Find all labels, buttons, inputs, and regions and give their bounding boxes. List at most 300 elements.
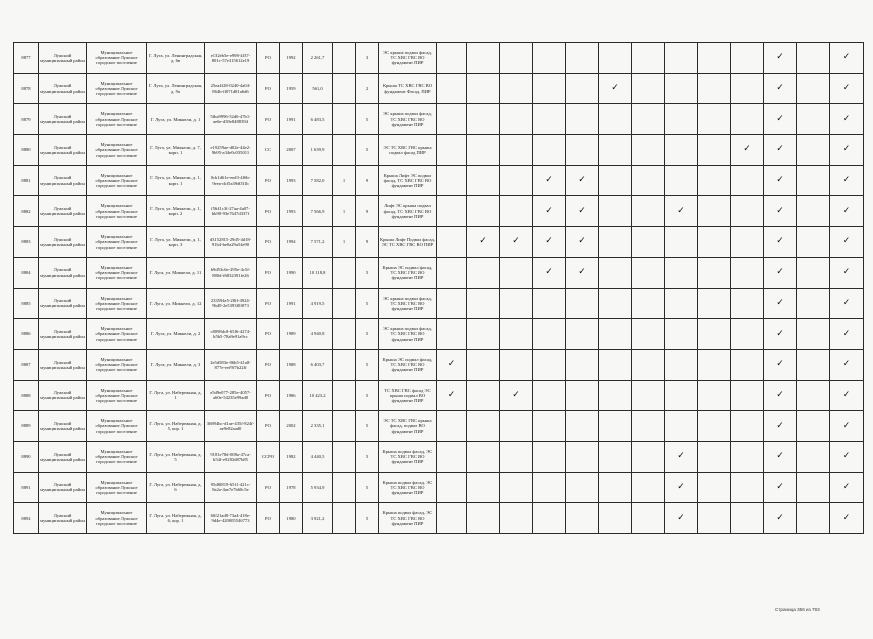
check-cell	[566, 349, 599, 380]
check-cell	[437, 257, 467, 288]
check-cell	[731, 319, 764, 350]
cell-type: ССРО	[257, 441, 280, 472]
check-cell	[437, 227, 467, 258]
check-cell	[437, 503, 467, 534]
check-cell	[533, 319, 566, 350]
check-cell	[764, 441, 797, 472]
check-cell	[437, 288, 467, 319]
check-icon: ✓	[842, 359, 851, 370]
cell-address: Г. Луга, ул. Миккели, д. 1, корп. 1	[147, 165, 205, 196]
cell-no: 8891	[14, 472, 39, 503]
check-cell	[437, 196, 467, 227]
check-cell	[665, 503, 698, 534]
check-icon: ✓	[578, 205, 586, 216]
cell-area: 1 639,9	[303, 135, 333, 166]
cell-no: 8889	[14, 411, 39, 442]
check-cell	[830, 135, 864, 166]
cell-settlement: Муниципальное образование Лужское городское поселение	[87, 196, 147, 227]
check-cell	[500, 196, 533, 227]
check-cell	[467, 135, 500, 166]
cell-c2: 5	[356, 411, 379, 442]
cell-settlement: Муниципальное образование Лужское городское поселение	[87, 165, 147, 196]
check-cell	[566, 43, 599, 74]
table-row	[14, 503, 864, 534]
check-cell	[731, 472, 764, 503]
cell-c2: 5	[356, 104, 379, 135]
check-cell	[797, 349, 830, 380]
check-cell	[599, 380, 632, 411]
cell-area: 10 423,2	[303, 380, 333, 411]
check-cell	[599, 319, 632, 350]
cell-guid: 0cb1d61e-eed3-4f6b-9eea-dcf5a39d031b	[205, 165, 257, 196]
check-cell	[467, 411, 500, 442]
check-icon: ✓	[447, 389, 456, 400]
check-icon: ✓	[842, 175, 851, 186]
table-row	[14, 288, 864, 319]
check-cell	[764, 165, 797, 196]
check-cell	[731, 43, 764, 74]
check-cell	[698, 135, 731, 166]
cell-district: Лужский муниципальный район	[39, 288, 87, 319]
check-icon: ✓	[842, 420, 851, 431]
check-cell	[467, 196, 500, 227]
cell-year: 1986	[280, 380, 303, 411]
check-icon: ✓	[842, 451, 851, 462]
check-cell	[500, 411, 533, 442]
cell-c1: 1	[333, 196, 356, 227]
check-cell	[665, 165, 698, 196]
check-cell	[533, 135, 566, 166]
check-icon: ✓	[776, 389, 784, 400]
check-cell	[533, 196, 566, 227]
check-cell	[797, 380, 830, 411]
check-cell	[566, 380, 599, 411]
check-cell	[797, 43, 830, 74]
cell-district: Лужский муниципальный район	[39, 380, 87, 411]
cell-works: Крыша подвал фасад, ЭС ТС ХВС ГВС ВО фундамент ПИР	[379, 503, 437, 534]
cell-year: 1990	[280, 257, 303, 288]
cell-type: РО	[257, 380, 280, 411]
check-cell	[665, 73, 698, 104]
check-cell	[533, 43, 566, 74]
check-cell	[698, 472, 731, 503]
check-cell	[437, 349, 467, 380]
table-row	[14, 227, 864, 258]
cell-settlement: Муниципальное образование Лужское городское поселение	[87, 135, 147, 166]
cell-address: Г. Луга, ул. Миккели, д. 12	[147, 288, 205, 319]
check-icon: ✓	[611, 83, 619, 94]
cell-type: РО	[257, 288, 280, 319]
cell-works: ЭС ТС ХВС ГВС крыша подвал фасад ПИР	[379, 135, 437, 166]
check-cell	[764, 349, 797, 380]
check-cell	[566, 135, 599, 166]
check-icon: ✓	[545, 267, 553, 278]
check-cell	[437, 135, 467, 166]
check-cell	[632, 472, 665, 503]
cell-year: 1994	[280, 227, 303, 258]
check-cell	[467, 73, 500, 104]
check-cell	[599, 411, 632, 442]
cell-area: 2 261,7	[303, 43, 333, 74]
check-icon: ✓	[776, 113, 784, 124]
check-cell	[797, 411, 830, 442]
cell-c1	[333, 503, 356, 534]
check-icon: ✓	[512, 236, 520, 247]
cell-c2: 5	[356, 257, 379, 288]
cell-no: 8892	[14, 503, 39, 534]
check-cell	[500, 135, 533, 166]
cell-district: Лужский муниципальный район	[39, 257, 87, 288]
check-cell	[698, 319, 731, 350]
cell-no: 8877	[14, 43, 39, 74]
check-icon: ✓	[776, 144, 784, 155]
cell-guid: d3152815-29d5-4d18-91b4-be0a29a54e90	[205, 227, 257, 258]
cell-year: 1959	[280, 73, 303, 104]
cell-c1	[333, 257, 356, 288]
check-cell	[698, 73, 731, 104]
check-cell	[533, 257, 566, 288]
cell-settlement: Муниципальное образование Лужское городское поселение	[87, 227, 147, 258]
check-cell	[467, 257, 500, 288]
cell-year: 2002	[280, 411, 303, 442]
cell-settlement: Муниципальное образование Лужское городское поселение	[87, 411, 147, 442]
check-icon: ✓	[677, 451, 685, 462]
cell-no: 8884	[14, 257, 39, 288]
check-cell	[764, 503, 797, 534]
cell-district: Лужский муниципальный район	[39, 411, 87, 442]
check-cell	[599, 441, 632, 472]
cell-guid: 95d8f819-65f1-421c-8a2a-4ae7e7b60c5e	[205, 472, 257, 503]
check-cell	[599, 165, 632, 196]
check-cell	[665, 227, 698, 258]
cell-address: Г. Луга, ул. Миккели, д. 1, корп. 3	[147, 227, 205, 258]
check-icon: ✓	[776, 236, 784, 247]
cell-type: РО	[257, 503, 280, 534]
check-icon: ✓	[578, 236, 586, 247]
cell-guid: b9d53c6e-295e-4c5f-880d-f6832391fe26	[205, 257, 257, 288]
check-cell	[566, 441, 599, 472]
check-cell	[566, 319, 599, 350]
check-cell	[764, 319, 797, 350]
check-cell	[764, 380, 797, 411]
cell-area: 561,0	[303, 73, 333, 104]
cell-c2: 5	[356, 503, 379, 534]
check-cell	[467, 380, 500, 411]
cell-c1	[333, 43, 356, 74]
cell-settlement: Муниципальное образование Лужское городское поселение	[87, 441, 147, 472]
check-cell	[632, 441, 665, 472]
check-icon: ✓	[578, 175, 586, 186]
check-cell	[731, 227, 764, 258]
cell-address: Г. Луга, ул. Набережная, д. 1	[147, 380, 205, 411]
cell-type: РО	[257, 196, 280, 227]
cell-guid: 9181e78d-008a-47ca-b54f-e9283d87b85	[205, 441, 257, 472]
cell-area: 7 571,2	[303, 227, 333, 258]
check-cell	[797, 165, 830, 196]
check-cell	[566, 503, 599, 534]
check-cell	[797, 104, 830, 135]
check-cell	[632, 349, 665, 380]
check-icon: ✓	[776, 52, 784, 63]
table-row	[14, 257, 864, 288]
cell-c2: 2	[356, 73, 379, 104]
check-icon: ✓	[842, 297, 851, 308]
cell-works: Крыша ЭС подвал фасад, ТС ХВС ГВС ВО фундамент ПИР	[379, 349, 437, 380]
check-cell	[500, 227, 533, 258]
check-cell	[830, 104, 864, 135]
check-cell	[830, 380, 864, 411]
check-cell	[665, 43, 698, 74]
check-cell	[632, 165, 665, 196]
cell-guid: f5641c3f-27aa-4a07-bb90-93e7647d337f	[205, 196, 257, 227]
check-cell	[797, 319, 830, 350]
check-cell	[566, 411, 599, 442]
cell-address: Г. Луга, ул. Миккели, д. 2	[147, 319, 205, 350]
table-row	[14, 441, 864, 472]
cell-address: Г. Луга, ул. Миккели, д. 11	[147, 257, 205, 288]
cell-address: Г. Луга, ул. Миккели, д. 3	[147, 349, 205, 380]
cell-settlement: Муниципальное образование Лужское городское поселение	[87, 349, 147, 380]
check-cell	[764, 196, 797, 227]
cell-address: Г. Луга, ул. Ленинградская, д. 6в	[147, 43, 205, 74]
check-cell	[500, 349, 533, 380]
cell-district: Лужский муниципальный район	[39, 349, 87, 380]
cell-guid: 2e5d583e-06b5-41a8-877e-eef9f7b22ff	[205, 349, 257, 380]
cell-works: ЭС ТС ХВС ГВС крыша фасад, подвал ВО фундамент ПИР	[379, 411, 437, 442]
cell-no: 8878	[14, 73, 39, 104]
cell-address: Г. Луга, ул. Миккели, д. 1, корп. 2	[147, 196, 205, 227]
check-icon: ✓	[677, 512, 685, 523]
cell-year: 1991	[280, 288, 303, 319]
cell-works: Крыша Лифт ЭС подвал фасад, ТС ХВС ГВС ВО фундамент ПИР	[379, 165, 437, 196]
cell-type: РО	[257, 73, 280, 104]
cell-c1	[333, 380, 356, 411]
check-cell	[467, 43, 500, 74]
page-footer: Страница 356 из 793	[775, 607, 820, 612]
cell-address: Г. Луга, ул. Набережная, д. 5, кор. 1	[147, 411, 205, 442]
cell-works: ЭС крыша подвал фасад, ТС ХВС ГВС ВО фундамент ПИР	[379, 288, 437, 319]
check-cell	[665, 380, 698, 411]
check-cell	[731, 411, 764, 442]
check-cell	[698, 411, 731, 442]
cell-works: ЭС крыша подвал фасад, ТС ХВС ГВС ВО фундамент ПИР	[379, 104, 437, 135]
check-cell	[830, 288, 864, 319]
check-cell	[566, 472, 599, 503]
check-icon: ✓	[842, 512, 851, 523]
check-cell	[500, 472, 533, 503]
check-cell	[500, 380, 533, 411]
check-cell	[797, 227, 830, 258]
check-cell	[797, 257, 830, 288]
check-icon: ✓	[776, 451, 784, 462]
check-cell	[632, 227, 665, 258]
check-icon: ✓	[842, 83, 851, 94]
check-cell	[698, 227, 731, 258]
cell-year: 1993	[280, 165, 303, 196]
cell-guid: 36894bc-d1ae-435f-824f-ae9e82aad0	[205, 411, 257, 442]
check-icon: ✓	[545, 236, 553, 247]
cell-works: Крыша Лифт Подвал фасад, ЭС ТС ХВС ГВС ВО ПИР	[379, 227, 437, 258]
check-cell	[566, 104, 599, 135]
check-cell	[437, 104, 467, 135]
check-cell	[533, 472, 566, 503]
cell-year: 1989	[280, 319, 303, 350]
cell-guid: e19259ae-d02e-44e2-9b95-a34e0c035011	[205, 135, 257, 166]
cell-area: 7 566,9	[303, 196, 333, 227]
check-icon: ✓	[842, 481, 851, 492]
cell-no: 8887	[14, 349, 39, 380]
cell-works: ТС ХВС ГВС фасад ЭС крыша подвал ВО фундамент ПИР	[379, 380, 437, 411]
check-icon: ✓	[776, 83, 784, 94]
cell-area: 3 921,2	[303, 503, 333, 534]
check-cell	[437, 441, 467, 472]
cell-type: РО	[257, 165, 280, 196]
cell-no: 8885	[14, 288, 39, 319]
cell-year: 1978	[280, 472, 303, 503]
cell-no: 8883	[14, 227, 39, 258]
check-cell	[467, 227, 500, 258]
check-cell	[698, 503, 731, 534]
cell-c2: 5	[356, 288, 379, 319]
check-icon: ✓	[776, 481, 784, 492]
check-cell	[731, 288, 764, 319]
check-cell	[764, 411, 797, 442]
cell-address: Г. Луга, ул. Ленинградская, д. 9а	[147, 73, 205, 104]
cell-guid: 25ea4f28-0240-4a04-864b-ff071d81a6d6	[205, 73, 257, 104]
check-icon: ✓	[776, 297, 784, 308]
check-cell	[599, 73, 632, 104]
check-cell	[698, 165, 731, 196]
check-cell	[437, 73, 467, 104]
check-cell	[731, 196, 764, 227]
cell-c1	[333, 319, 356, 350]
check-cell	[632, 257, 665, 288]
cell-c2: 5	[356, 349, 379, 380]
check-cell	[467, 288, 500, 319]
table-row	[14, 319, 864, 350]
check-cell	[500, 503, 533, 534]
check-cell	[665, 257, 698, 288]
cell-district: Лужский муниципальный район	[39, 503, 87, 534]
check-icon: ✓	[776, 175, 784, 186]
cell-works: Крыша подвал фасад, ЭС ТС ХВС ГВС ВО фундамент ПИР	[379, 441, 437, 472]
check-cell	[665, 319, 698, 350]
cell-no: 8888	[14, 380, 39, 411]
check-cell	[797, 196, 830, 227]
check-cell	[566, 257, 599, 288]
check-cell	[731, 349, 764, 380]
check-cell	[830, 441, 864, 472]
check-cell	[500, 73, 533, 104]
check-cell	[500, 43, 533, 74]
cell-guid: 60f21ad8-73a4-418e-9d4e-420005546773	[205, 503, 257, 534]
check-cell	[830, 319, 864, 350]
check-cell	[467, 503, 500, 534]
check-cell	[632, 288, 665, 319]
check-cell	[500, 441, 533, 472]
check-cell	[665, 288, 698, 319]
check-icon: ✓	[578, 267, 586, 278]
cell-c1: 1	[333, 165, 356, 196]
cell-district: Лужский муниципальный район	[39, 165, 87, 196]
check-cell	[764, 73, 797, 104]
check-cell	[437, 472, 467, 503]
check-cell	[437, 165, 467, 196]
check-cell	[599, 288, 632, 319]
cell-works: Крыша подвал фасад, ЭС ТС ХВС ГВС ВО фундамент ПИР	[379, 472, 437, 503]
check-cell	[533, 411, 566, 442]
check-cell	[632, 104, 665, 135]
cell-address: Г. Луга, ул. Набережная, д. 6	[147, 472, 205, 503]
cell-works: ЭС крыша подвал фасад, ТС ХВС ГВС ВО фундамент ПИР	[379, 43, 437, 74]
cell-settlement: Муниципальное образование Лужское городское поселение	[87, 104, 147, 135]
check-icon: ✓	[842, 236, 851, 247]
cell-type: РО	[257, 104, 280, 135]
cell-type: СС	[257, 135, 280, 166]
check-icon: ✓	[776, 205, 784, 216]
check-cell	[764, 104, 797, 135]
check-icon: ✓	[842, 144, 851, 155]
cell-type: РО	[257, 472, 280, 503]
check-cell	[437, 380, 467, 411]
table-row	[14, 380, 864, 411]
check-cell	[731, 257, 764, 288]
cell-year: 1982	[280, 441, 303, 472]
cell-settlement: Муниципальное образование Лужское городское поселение	[87, 380, 147, 411]
check-cell	[437, 319, 467, 350]
cell-address: Г. Луга, ул. Набережная, д. 6, кор. 1	[147, 503, 205, 534]
cell-c1	[333, 472, 356, 503]
cell-guid: 233594e5-28ff-4924-9b49-2e5393f0f073	[205, 288, 257, 319]
cell-settlement: Муниципальное образование Лужское городское поселение	[87, 472, 147, 503]
check-cell	[698, 257, 731, 288]
check-cell	[665, 441, 698, 472]
cell-c1: 1	[333, 227, 356, 258]
check-cell	[599, 349, 632, 380]
check-cell	[665, 411, 698, 442]
cell-works: Лифт ЭС крыша подвал фасад, ТС ХВС ГВС ВО фундамент ПИР	[379, 196, 437, 227]
check-cell	[437, 411, 467, 442]
check-cell	[830, 257, 864, 288]
check-cell	[599, 104, 632, 135]
check-cell	[731, 503, 764, 534]
check-cell	[533, 104, 566, 135]
check-icon: ✓	[842, 52, 851, 63]
cell-c1	[333, 349, 356, 380]
check-cell	[698, 380, 731, 411]
check-cell	[533, 73, 566, 104]
cell-area: 10 118,8	[303, 257, 333, 288]
cell-no: 8890	[14, 441, 39, 472]
check-cell	[797, 135, 830, 166]
check-icon: ✓	[776, 359, 784, 370]
cell-district: Лужский муниципальный район	[39, 43, 87, 74]
check-cell	[698, 43, 731, 74]
cell-guid: e132eb5e-e998-4f37-801c-57e315612e19	[205, 43, 257, 74]
table-row	[14, 104, 864, 135]
check-cell	[599, 196, 632, 227]
check-cell	[797, 441, 830, 472]
cell-district: Лужский муниципальный район	[39, 73, 87, 104]
cell-type: РО	[257, 257, 280, 288]
check-icon: ✓	[842, 328, 851, 339]
check-cell	[797, 503, 830, 534]
check-cell	[731, 104, 764, 135]
check-cell	[764, 135, 797, 166]
check-cell	[500, 288, 533, 319]
cell-no: 8880	[14, 135, 39, 166]
check-icon: ✓	[776, 420, 784, 431]
